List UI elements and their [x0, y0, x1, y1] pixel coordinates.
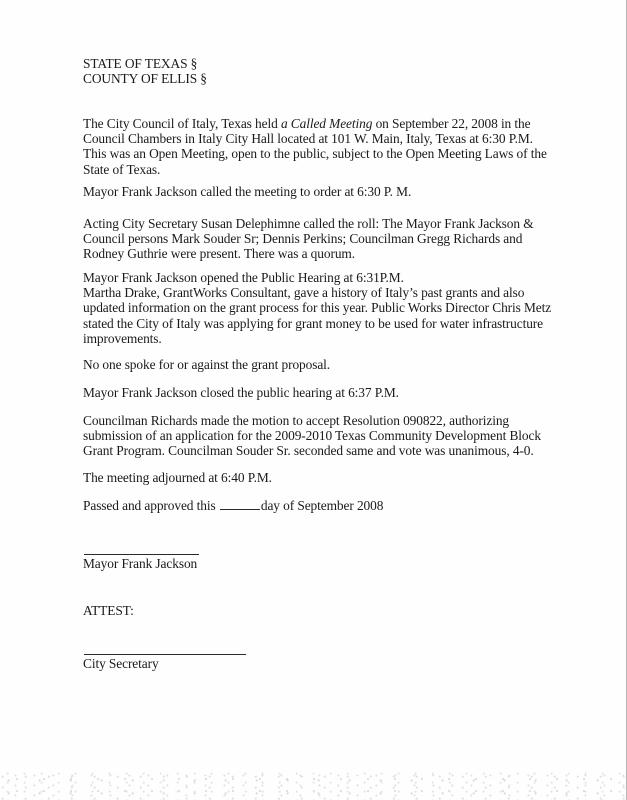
- adjourned: The meeting adjourned at 6:40 P.M.: [83, 470, 272, 485]
- intro-line-2: Council Chambers in Italy City Hall located at 101 W. Main, Italy, Texas at 6:30 P.M.: [83, 131, 533, 147]
- roll-call-paragraph: [83, 216, 583, 262]
- motion-line-3: Grant Program. Councilman Souder Sr. seconded same and vote was unanimous, 4-0.: [83, 443, 534, 459]
- roll-call-line-2: Council persons Mark Souder Sr; Dennis Perkins; Councilman Gregg Richards and: [83, 231, 523, 247]
- scan-artifact: [0, 770, 627, 800]
- motion-line-2: submission of an application for the 2009-2010 Texas Community Development Block: [83, 428, 541, 444]
- approval-day-blank: [220, 499, 260, 510]
- secretary-signature-label: City Secretary: [83, 656, 159, 671]
- approval-pre: Passed and approved this: [83, 498, 219, 513]
- approval-post: day of September 2008: [260, 498, 384, 513]
- intro-line-1: [83, 116, 583, 131]
- hearing-line-4: stated the City of Italy was applying for grant money to be used for water infrastructure: [83, 315, 544, 331]
- roll-call-line-3: Rodney Guthrie were present. There was a quorum.: [83, 246, 355, 262]
- public-hearing-paragraph: [83, 270, 583, 346]
- mayor-signature-line: [84, 554, 199, 555]
- county-heading: COUNTY OF ELLIS §: [83, 71, 207, 86]
- attest-label: ATTEST:: [83, 603, 134, 618]
- call-to-order: Mayor Frank Jackson called the meeting to order at 6:30 P. M.: [83, 184, 412, 199]
- intro-paragraph: [83, 116, 583, 177]
- mayor-signature-label: Mayor Frank Jackson: [83, 556, 198, 571]
- meeting-type: a Called Meeting: [280, 116, 373, 131]
- motion-paragraph: [83, 413, 583, 459]
- intro-line-3: This was an Open Meeting, open to the public, subject to the Open Meeting Laws of the: [83, 146, 547, 162]
- intro-text: The City Council of Italy, Texas held: [83, 116, 281, 131]
- hearing-line-2: Martha Drake, GrantWorks Consultant, gave a history of Italy’s past grants and also: [83, 285, 525, 301]
- hearing-line-5: improvements.: [83, 330, 162, 346]
- intro-line-4: State of Texas.: [83, 161, 161, 177]
- hearing-closed: Mayor Frank Jackson closed the public hearing at 6:37 P.M.: [83, 385, 399, 400]
- intro-date: on September 22, 2008 in the: [372, 116, 531, 131]
- hearing-line-1: Mayor Frank Jackson opened the Public Hearing at 6:31P.M.: [83, 270, 404, 285]
- no-one-spoke: No one spoke for or against the grant proposal.: [83, 357, 331, 372]
- secretary-signature-line: [84, 654, 246, 655]
- approval-line: [83, 498, 383, 513]
- motion-line-1: Councilman Richards made the motion to accept Resolution 090822, authorizing: [83, 413, 510, 428]
- state-heading: STATE OF TEXAS §: [83, 56, 198, 71]
- hearing-line-3: updated information on the grant process for this year. Public Works Director Chris Metz: [83, 300, 552, 316]
- roll-call-line-1: Acting City Secretary Susan Delephimne called the roll: The Mayor Frank Jackson &: [83, 216, 534, 231]
